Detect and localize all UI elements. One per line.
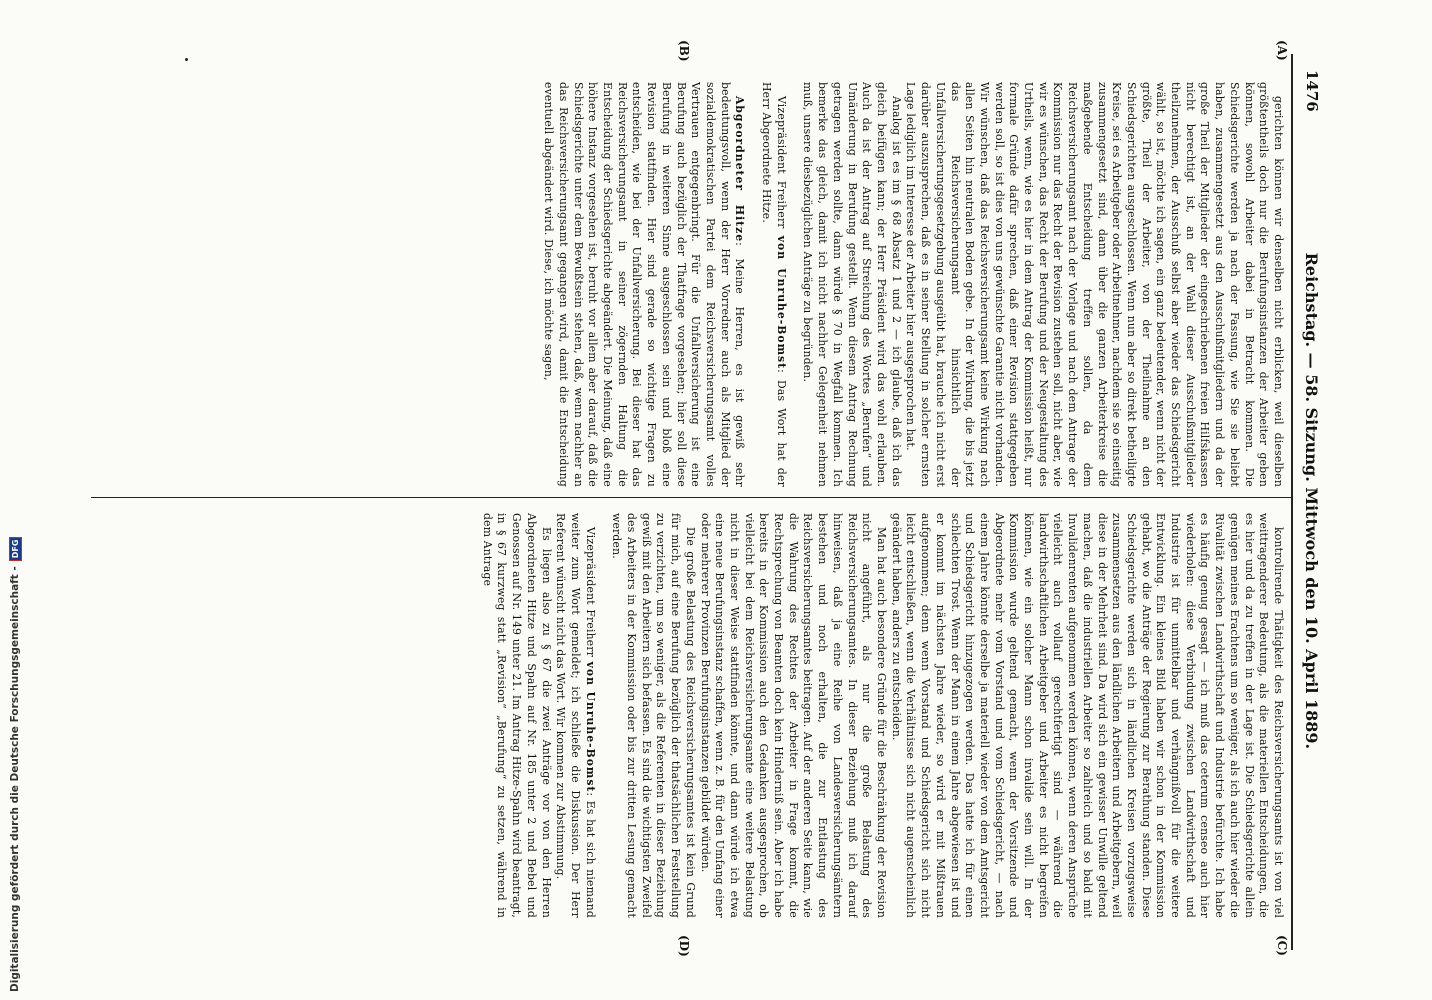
header-rule	[1291, 54, 1293, 950]
speech-text: : Es hat sich niemand weiter zum Wort gemeldet; ich schließe die Diskussion. Der Herr Referent wünscht nicht das Wort. Wir kommen zur Abstimmung.	[554, 513, 597, 918]
paragraph: Analog ist es im § 68 Absatz 1 und 2 — ich glaube, daß ich das gleich beifügen kann; der Herr Präsident wird das wohl erlauben. Auch da ist der Antrag auf Streichung des Wortes „Berufen“ und Umänderung in Berufung gestellt. Wenn diesem Antrag Rechnung getragen werden sollte, dann würde § 70 in Wegfall kommen. Ich bemerke das gleich, damit ich nicht nachher Gelegenheit nehmen muß, unsere diesbezüglichen Anträge zu begründen.	[801, 82, 903, 487]
speaker-name: von Unruhe-Bomst	[583, 661, 597, 793]
speaker-name: von Unruhe-Bomst	[774, 235, 788, 370]
speech-text: : Das Wort hat der Herr Abgeordnete Hitze.	[760, 82, 788, 487]
margin-mark-d: (D)	[677, 935, 691, 957]
paragraph: gerichten können wir denselben nicht erblicken, weil dieselben größtentheils doch nur die Berufungsinstanzen der Arbeiter geben können, sowohl Arbeiter dabei in Betracht kommen. Die Schiedsgerichte werden ja nach der Fassung, wie Sie sie beliebt haben, zusammengesetzt aus den Ausschußmitgliedern und da der große Theil der Mitglieder der eingeschriebenen freien Hilfskassen nicht berechtigt ist, an der Wahl dieser Ausschußmitglieder theilzunehmen, der Ausschuß selbst aber wieder das Schiedsgericht wählt, so ist, möchte ich sagen, ein ganz bedeutender, wenn nicht der größte, Theil der Arbeiter, von der Theilnahme an den Schiedsgerichten ausgeschlossen. Wenn nun aber so direkt betheiligte Kreise, sei es Arbeitgeber oder Arbeitnehmer, nachdem sie so einseitig zusammengesetzt sind, dann über die ganzen Arbeiterkreise die maßgebende Entscheidung treffen sollen, da dem Reichsversicherungsamt nach der Vorlage und nach dem Antrage der Kommission nur das Recht der Revision zustehen soll, nicht aber, wie wir es wünschen, das Recht der Berufung und der Neugestaltung des Urtheils, wenn, wie es hier in dem Antrag der Kommission heißt, nur formale Gründe dafür sprechen, daß einer Revision stattgegeben werden soll, so ist dies von uns gewünschte Garantie nicht vorhanden. Wir wünschen, daß das Reichsversicherungsamt keine Wirkung nach allen Seiten hin neutralen Boden gebe. In der Wirkung, die bis jetzt das Reichsversicherungsamt hinsichtlich der Unfallversicherungsgesetzgebung ausgeübt hat, brauche ich nicht erst darüber auszusprechen, daß es in seiner Stellung in solcher ernsten Lage lediglich im Interesse der Arbeiter hier ausgesprochen hat.	[904, 82, 1285, 487]
page-header	[1301, 70, 1323, 930]
speech-text: : Meine Herren, es ist gewiß sehr bedeutungsvoll, wenn der Herr Vorredner auch als Mitglied der sozialdemokratischen Partei dem Reichsversicherungsamt volles Vertrauen entgegenbringt. Für die Unfallversicherung ist eine Berufung auch bezüglich der Thatfrage vorgesehen; hier soll diese Berufung in weiteren Sinne ausgeschlossen sein und bloß eine Revision stattfinden. Hier sind gerade so wichtige Fragen zu entscheiden, wie bei der Unfallversicherung. Bei dieser hat das Reichsversicherungsamt in seiner zögernden Haltung die Entscheidung der Schiedsgerichte abgeändert. Die Meinung, daß eine höhere Instanz vorgesehen ist, beruht vor allem aber darauf, daß die Schiedsgerichte unter dem Bewußtsein stehen, daß, wenn nachher an das Reichsversicherungsamt gegangen wird, damit die Entscheidung eventuell abgeändert wird. Diese, ich möchte sagen,	[542, 82, 747, 487]
speech-paragraph	[758, 82, 787, 487]
page-number: 1476	[1303, 70, 1321, 112]
scanned-page	[51, 30, 1381, 970]
speech-paragraph	[541, 82, 747, 487]
speaker-name: Abgeordneter Hitze	[733, 96, 747, 243]
scan-speck	[185, 58, 188, 61]
paragraph: Man hat auch besondere Gründe für die Beschränkung der Revision nicht angeführt, als nur die große Belastung des Reichsversicherungsamtes. In dieser Beziehung muß ich darauf hinweisen, daß ja eine Reihe von Landesversicherungsämtern bestehen und noch erhalten, die zur Entlastung des Reichsversicherungsamtes beitragen. Auf der anderen Seite kann, wie die Wahrung des Rechtes der Arbeiter in Frage kommt, die Rechtsprechung von Beamten doch kein Hinderniß sein. Aber ich habe bereits in der Kommission auch den Gedanken ausgesprochen, ob vielleicht bei dem Reichsversicherungsamte eine weitere Belastung nicht in dieser Weise stattfinden könnte, und dann würde ich etwa eine neue Berufungsinstanz schaffen, wenn z. B. für den Umfang einer oder mehrerer Provinzen Berufungsinstanzen gebildet würden.	[698, 513, 889, 918]
credit-text: Digitalisierung gefördert durch die Deutsche Forschungsgemeinschaft -	[9, 566, 21, 992]
right-column	[91, 513, 1285, 918]
margin-mark-c: (C)	[1275, 935, 1289, 956]
paragraph: Es liegen also zu § 67 die zwei Anträge vor von den Herren Abgeordneten Hitze und Spahn auf Nr. 185 unter 2 und Bebel und Genossen auf Nr. 149 unter 21. Im Antrag Hitze-Spahn wird beantragt, in § 67 kurzweg statt „Revision“ „Berufung“ zu setzen, während in dem Antrage	[480, 513, 553, 918]
digitization-credit	[8, 0, 22, 1000]
column-divider	[91, 497, 1291, 498]
running-title: Reichstag. — 58. Sitzung. Mittwoch den 10. April 1889.	[1302, 252, 1322, 750]
margin-mark-a: (A)	[1275, 40, 1289, 61]
dfg-logo: DFG	[9, 537, 22, 562]
paragraph: kontrolirende Thätigkeit des Reichsversicherungsamts ist von viel weittragenderer Bedeutung, als die materiellen Entscheidungen, die es hier und da zu treffen in der Lage ist. Die Schiedsgerichte allein genügen meines Erachtens um so weniger, als ich auch hier wieder die Rivalität zwischen Landwirthschaft und Industrie befürchte. Ich habe es häufig genug gesagt — ich muß das ceterum censeo auch hier wiederholen: diese Verbindung zwischen Landwirthschaft und Industrie ist für unmittelbar und verhängnißvoll für die weitere Entwicklung. Ein kleines Bild haben wir schon in der Kommission gehabt, wo die Anträge der Regierung zur Berathung standen. Diese Schiedsgerichte werden sich in ländlichen Kreisen vorzugsweise zusammensetzen aus den ländlichen Arbeitern und Arbeitgebern, weil diese in der Mehrheit sind. Da wird sich ein gewisser Unwille geltend machen, daß die industriellen Arbeiter so zahlreich und so bald mit Invalidenrenten aufgenommen werden können, wenn deren Ansprüche vielleicht auch vollauf gerechtfertigt sind — während die landwirthschaftlichen Arbeitgeber und Arbeiter es nicht begreifen können, wie ein solcher Mann schon invalide sein will. In der Kommission wurde geltend gemacht, wenn der Vorsitzende und Abgeordnete mehr vom Vorstand und vom Schiedsgericht, — nach einem Jahre könnte derselbe ja materiell wieder von dem Amtsgericht und Schiedsgericht hinzugezogen werden. Das hatte ich für einen schlechten Trost. Wenn der Mann in einem Jahre abgewiesen ist und er kommt im nächsten Jahre wieder, so wird er mit Mißtrauen aufgenommen; denn wenn Vorstand und Schiedsgericht sich nicht leicht entschließen, wenn die Verhältnisse sich nicht augenscheinlich geändert haben, anders zu entscheiden.	[889, 513, 1285, 918]
paragraph: Die große Belastung des Reichsversicherungsamtes ist kein Grund für mich, auf eine Berufung bezüglich der thatsächlichen Feststellung zu verzichten, um so weniger, als die Referenten in dieser Beziehung gewiß mit den Arbeitern sich befassen. Es sind die wichtigsten Zweifel des Arbeiters in der Kommission oder bis zur dritten Lesung gemacht werden.	[610, 513, 697, 918]
speaker-intro: Vizepräsident Freiherr	[583, 527, 597, 662]
margin-mark-b: (B)	[677, 40, 691, 62]
speech-paragraph	[553, 513, 597, 918]
left-column	[91, 82, 1285, 487]
speaker-intro: Vizepräsident Freiherr	[774, 96, 788, 236]
